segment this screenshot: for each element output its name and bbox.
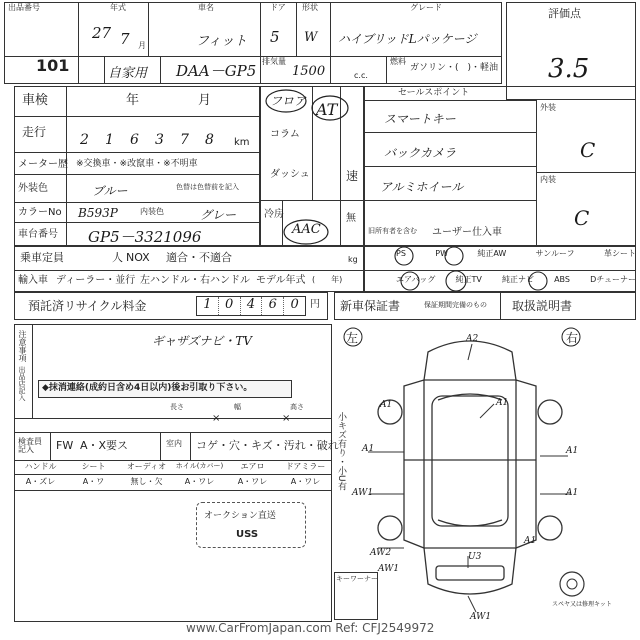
model-code-value: DAA－GP5: [176, 62, 257, 80]
steering-value: 左ハンドル・右ハンドル: [140, 275, 250, 286]
grade-label: グレード: [410, 3, 442, 12]
mileage-digit: 3: [155, 132, 164, 148]
car-name-label: 車名: [198, 3, 214, 12]
handle-label: ハンドル: [24, 462, 57, 471]
meter-options: ※交換車・※改竄車・※不明車: [76, 159, 198, 169]
damage-mark: AW1: [352, 488, 374, 498]
size-x-mark: ×: [282, 413, 291, 424]
keyholder-label: キーワーナー: [336, 575, 378, 583]
handle-value: A・ズレ: [25, 477, 56, 486]
recycle-digits: [196, 296, 306, 316]
mileage-digits: [72, 132, 232, 150]
recycle-digit: 0: [219, 297, 241, 315]
seats-unit: 人: [112, 251, 123, 264]
model-year-paren: ( 年): [312, 275, 343, 284]
mileage-digit: 2: [80, 132, 89, 148]
floor-label: フロア: [270, 94, 307, 108]
damage-mark: A1: [524, 536, 537, 546]
condition-values: [14, 478, 332, 486]
warranty-note: 保証期間完備のもの: [424, 301, 487, 309]
wheel-value: A・ワレ: [184, 477, 215, 486]
color-no-value: B593P: [78, 206, 118, 220]
exterior-grade-label: 外装: [540, 103, 556, 112]
damage-mark: A1: [380, 400, 393, 410]
watermark-text: www.CarFromJapan.com Ref: CFJ2549972: [186, 621, 435, 635]
import-label: 輸入車: [18, 275, 48, 286]
old-owner-label: 旧所有者を含む: [368, 227, 417, 235]
shaken-year-unit: 年: [126, 93, 140, 108]
color-change-note: 色替は色替前を記入: [176, 183, 239, 191]
height-label: 高さ: [290, 403, 304, 411]
interior-grade-label: 内装: [540, 175, 556, 184]
recycle-yen: 円: [310, 299, 320, 310]
equip-abs: ABS: [554, 275, 570, 284]
score-value: 3.5: [548, 54, 590, 84]
aero-label: エアロ: [240, 462, 265, 471]
displacement-label: 排気量: [262, 57, 286, 66]
equip-navi: 純正ナビ: [501, 275, 534, 284]
audio-label: オーディオ: [126, 462, 167, 471]
fuel-value: ガソリン・( )・軽油: [410, 63, 499, 73]
stamp-sub: USS: [236, 529, 259, 540]
sales-point-item: バックカメラ: [384, 146, 457, 160]
size-x-mark: ×: [212, 413, 221, 424]
mileage-digit: 1: [105, 132, 114, 148]
damage-mark: AW1: [378, 564, 400, 574]
grade-value: ハイブリッドLパッケージ: [338, 32, 477, 46]
mileage-digit: 7: [180, 132, 189, 148]
cc-unit: c.c.: [354, 71, 368, 80]
equip-leather: 革シート: [603, 249, 636, 258]
damage-mark: A1: [566, 488, 579, 498]
model-year-label: モデル年式: [256, 275, 306, 286]
mirror-label: ドアミラー: [285, 462, 326, 471]
seats-label: 乗車定員: [20, 251, 64, 264]
damage-mark: AW1: [470, 612, 492, 622]
usage-value: 自家用: [108, 66, 148, 81]
notes-side-label: 出品店記入: [18, 366, 26, 401]
speed-label: 速: [346, 169, 359, 183]
diagram-right-label: 右: [566, 331, 579, 345]
door-value: 5: [270, 28, 280, 46]
damage-mark: AW2: [370, 548, 392, 558]
mileage-digit: 6: [130, 132, 139, 148]
recycle-digit: 1: [197, 297, 219, 315]
lot-label: 出品番号: [8, 3, 40, 12]
recycle-digit: 6: [262, 297, 284, 315]
nox-value: 適合・不適合: [166, 251, 232, 264]
equip-d-tuner: Dチューナー: [590, 275, 636, 284]
chassis-label: 車台番号: [18, 229, 58, 240]
equip-tv: 純正TV: [455, 275, 482, 284]
notes-text: ギャザズナビ・TV: [152, 334, 252, 348]
shape-label: 形状: [302, 3, 318, 12]
month-value: 7: [120, 30, 130, 48]
year-label: 年式: [110, 3, 126, 12]
mileage-digit: 8: [205, 132, 214, 148]
km-unit: km: [234, 137, 250, 148]
meter-label: メーター歴: [18, 159, 68, 170]
interior-grade-value: C: [574, 206, 590, 230]
lot-number: 101: [36, 56, 70, 75]
equipment-row-bottom: [396, 276, 636, 284]
car-name-value: フィット: [196, 34, 247, 49]
import-value: ディーラー・並行: [56, 275, 136, 286]
fw-value: A・X要ス: [80, 439, 129, 452]
width-label: 幅: [234, 403, 241, 411]
fuel-label: 燃料: [390, 57, 406, 66]
door-label: ドア: [270, 3, 286, 12]
aac-label: AAC: [292, 222, 321, 237]
stamp-text: オークション直送: [204, 511, 276, 521]
shape-value: W: [304, 30, 318, 45]
mirror-value: A・ワレ: [290, 477, 321, 486]
inspector-label: 検査員記入: [18, 437, 42, 454]
equipment-row-top: [396, 250, 636, 258]
equip-pw: PW: [435, 249, 448, 258]
user-import-label: ユーザー仕入車: [432, 227, 502, 238]
sheet-label: シート: [81, 462, 106, 471]
fw-label: FW: [56, 439, 74, 452]
interior-color-value: グレー: [200, 208, 237, 222]
interior-cond-label: 室内: [166, 439, 182, 448]
shaken-month-unit: 月: [198, 93, 212, 108]
equip-airbag: エアバッグ: [396, 275, 436, 284]
length-label: 長さ: [170, 403, 184, 411]
dash-label: ダッシュ: [270, 169, 310, 180]
exterior-color-value: ブルー: [92, 184, 128, 198]
month-label: 月: [138, 41, 146, 50]
recycle-digit: 0: [290, 297, 299, 312]
sales-point-item: アルミホイール: [380, 180, 464, 194]
damage-mark: A1: [496, 398, 509, 408]
warranty-label: 新車保証書: [340, 299, 401, 313]
damage-mark: A2: [466, 334, 479, 344]
audio-value: 無し・欠: [130, 477, 163, 486]
chassis-value: GP5－3321096: [88, 228, 202, 246]
damage-mark: A1: [362, 444, 375, 454]
mileage-label: 走行: [22, 125, 47, 139]
aero-value: A・ワレ: [237, 477, 268, 486]
column-label: コラム: [270, 129, 300, 140]
interior-color-label: 内装色: [140, 207, 164, 216]
sales-points-title: セールスポイント: [398, 88, 470, 98]
sales-point-item: スマートキー: [384, 112, 456, 126]
score-label: 評価点: [548, 7, 581, 20]
diagram-left-label: 左: [346, 331, 359, 345]
shaken-label: 車検: [22, 93, 49, 108]
at-label: AT: [316, 100, 338, 119]
none-label: 無: [346, 213, 356, 224]
kg-unit: kg: [348, 255, 358, 264]
sheet-value: A・ワ: [82, 477, 105, 486]
displacement-value: 1500: [292, 64, 326, 79]
damage-mark: A1: [566, 446, 579, 456]
year-value: 27: [92, 24, 112, 42]
diagram-side-caption: 小キズ有り・小U有: [336, 412, 346, 491]
nox-label: NOX: [126, 251, 150, 264]
recycle-digit: 4: [241, 297, 263, 315]
damage-mark: U3: [468, 552, 482, 562]
auction-stamp: [196, 502, 306, 548]
manual-label: 取扱説明書: [512, 299, 573, 313]
wheel-label: ホイル(カバー): [175, 462, 224, 470]
exterior-color-label: 外装色: [18, 183, 48, 194]
recycle-label: 預託済リサイクル料金: [28, 299, 147, 313]
notes-warning: ◆抹消連絡(成約日含め4日以内)後お引取り下さい。: [42, 383, 253, 393]
interior-cond-value: コゲ・穴・キズ・汚れ・破れ: [196, 439, 339, 452]
notes-section-label: 注意事項: [18, 330, 27, 362]
color-no-label: カラーNo: [18, 207, 62, 218]
equip-aw: 純正AW: [477, 249, 507, 258]
equip-sunroof: サンルーフ: [535, 249, 575, 258]
exterior-grade-value: C: [580, 138, 596, 162]
equip-ps: PS: [396, 249, 406, 258]
notes-block: [14, 324, 332, 622]
condition-headers: [14, 463, 332, 471]
spare-label: スペヤ又は修理キット: [552, 601, 612, 608]
ac-label: 冷房: [264, 209, 284, 220]
